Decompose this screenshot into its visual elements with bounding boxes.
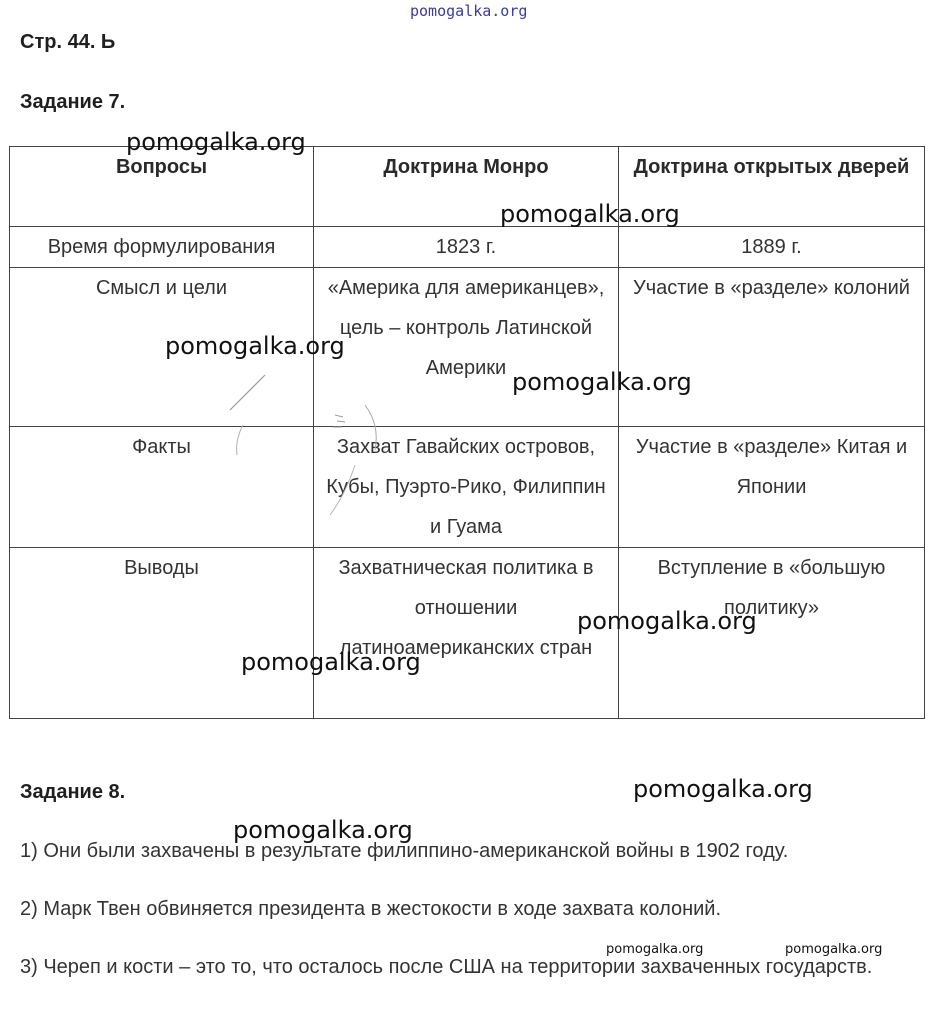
watermark: pomogalka.org — [500, 200, 680, 228]
header-questions: Вопросы — [10, 147, 314, 227]
watermark: pomogalka.org — [633, 775, 813, 803]
table-row — [10, 268, 925, 427]
header-open-door-doctrine: Доктрина открытых дверей — [619, 147, 925, 227]
table-cell: «Америка для американцев», цель – контроль Латинской Америки — [314, 268, 619, 427]
task-8-heading: Задание 8. — [20, 781, 126, 803]
table-cell: Участие в «разделе» колоний — [619, 268, 925, 427]
watermark: pomogalka.org — [512, 368, 692, 396]
top-watermark: pomogalka.org — [410, 2, 528, 20]
table-cell: Участие в «разделе» Китая и Японии — [619, 427, 925, 548]
watermark-small: pomogalka.org — [606, 942, 704, 957]
table-cell: Выводы — [10, 548, 314, 719]
table-cell: Захват Гавайских островов, Кубы, Пуэрто-Рико, Филиппин и Гуама — [314, 427, 619, 548]
table-row — [10, 427, 925, 548]
watermark: pomogalka.org — [577, 607, 757, 635]
table-cell: 1823 г. — [314, 227, 619, 268]
table-cell: Смысл и цели — [10, 268, 314, 427]
watermark: pomogalka.org — [126, 128, 306, 156]
table-cell: Факты — [10, 427, 314, 548]
watermark-small: pomogalka.org — [785, 942, 883, 957]
table-row — [10, 227, 925, 268]
header-monroe-doctrine: Доктрина Монро — [314, 147, 619, 227]
watermark: pomogalka.org — [233, 816, 413, 844]
faint-stamp-scribble — [215, 355, 415, 555]
page-label: Стр. 44. Ь — [20, 31, 116, 53]
answer-1: 1) Они были захвачены в результате филиппино-американской войны в 1902 году. — [20, 840, 789, 862]
doctrines-table — [9, 146, 925, 719]
task-7-heading: Задание 7. — [20, 91, 126, 113]
answer-2: 2) Марк Твен обвиняется президента в жестокости в ходе захвата колоний. — [20, 898, 722, 920]
watermark: pomogalka.org — [241, 648, 421, 676]
table-cell: Время формулирования — [10, 227, 314, 268]
table-row — [10, 548, 925, 719]
table-header-row — [10, 147, 925, 227]
answer-3: 3) Череп и кости – это то, что осталось после США на территории захваченных государств. — [20, 956, 873, 978]
table-cell: Вступление в «большую политику» — [619, 548, 925, 719]
watermark: pomogalka.org — [165, 332, 345, 360]
table-cell: 1889 г. — [619, 227, 925, 268]
table-cell: Захватническая политика в отношении латиноамериканских стран — [314, 548, 619, 719]
